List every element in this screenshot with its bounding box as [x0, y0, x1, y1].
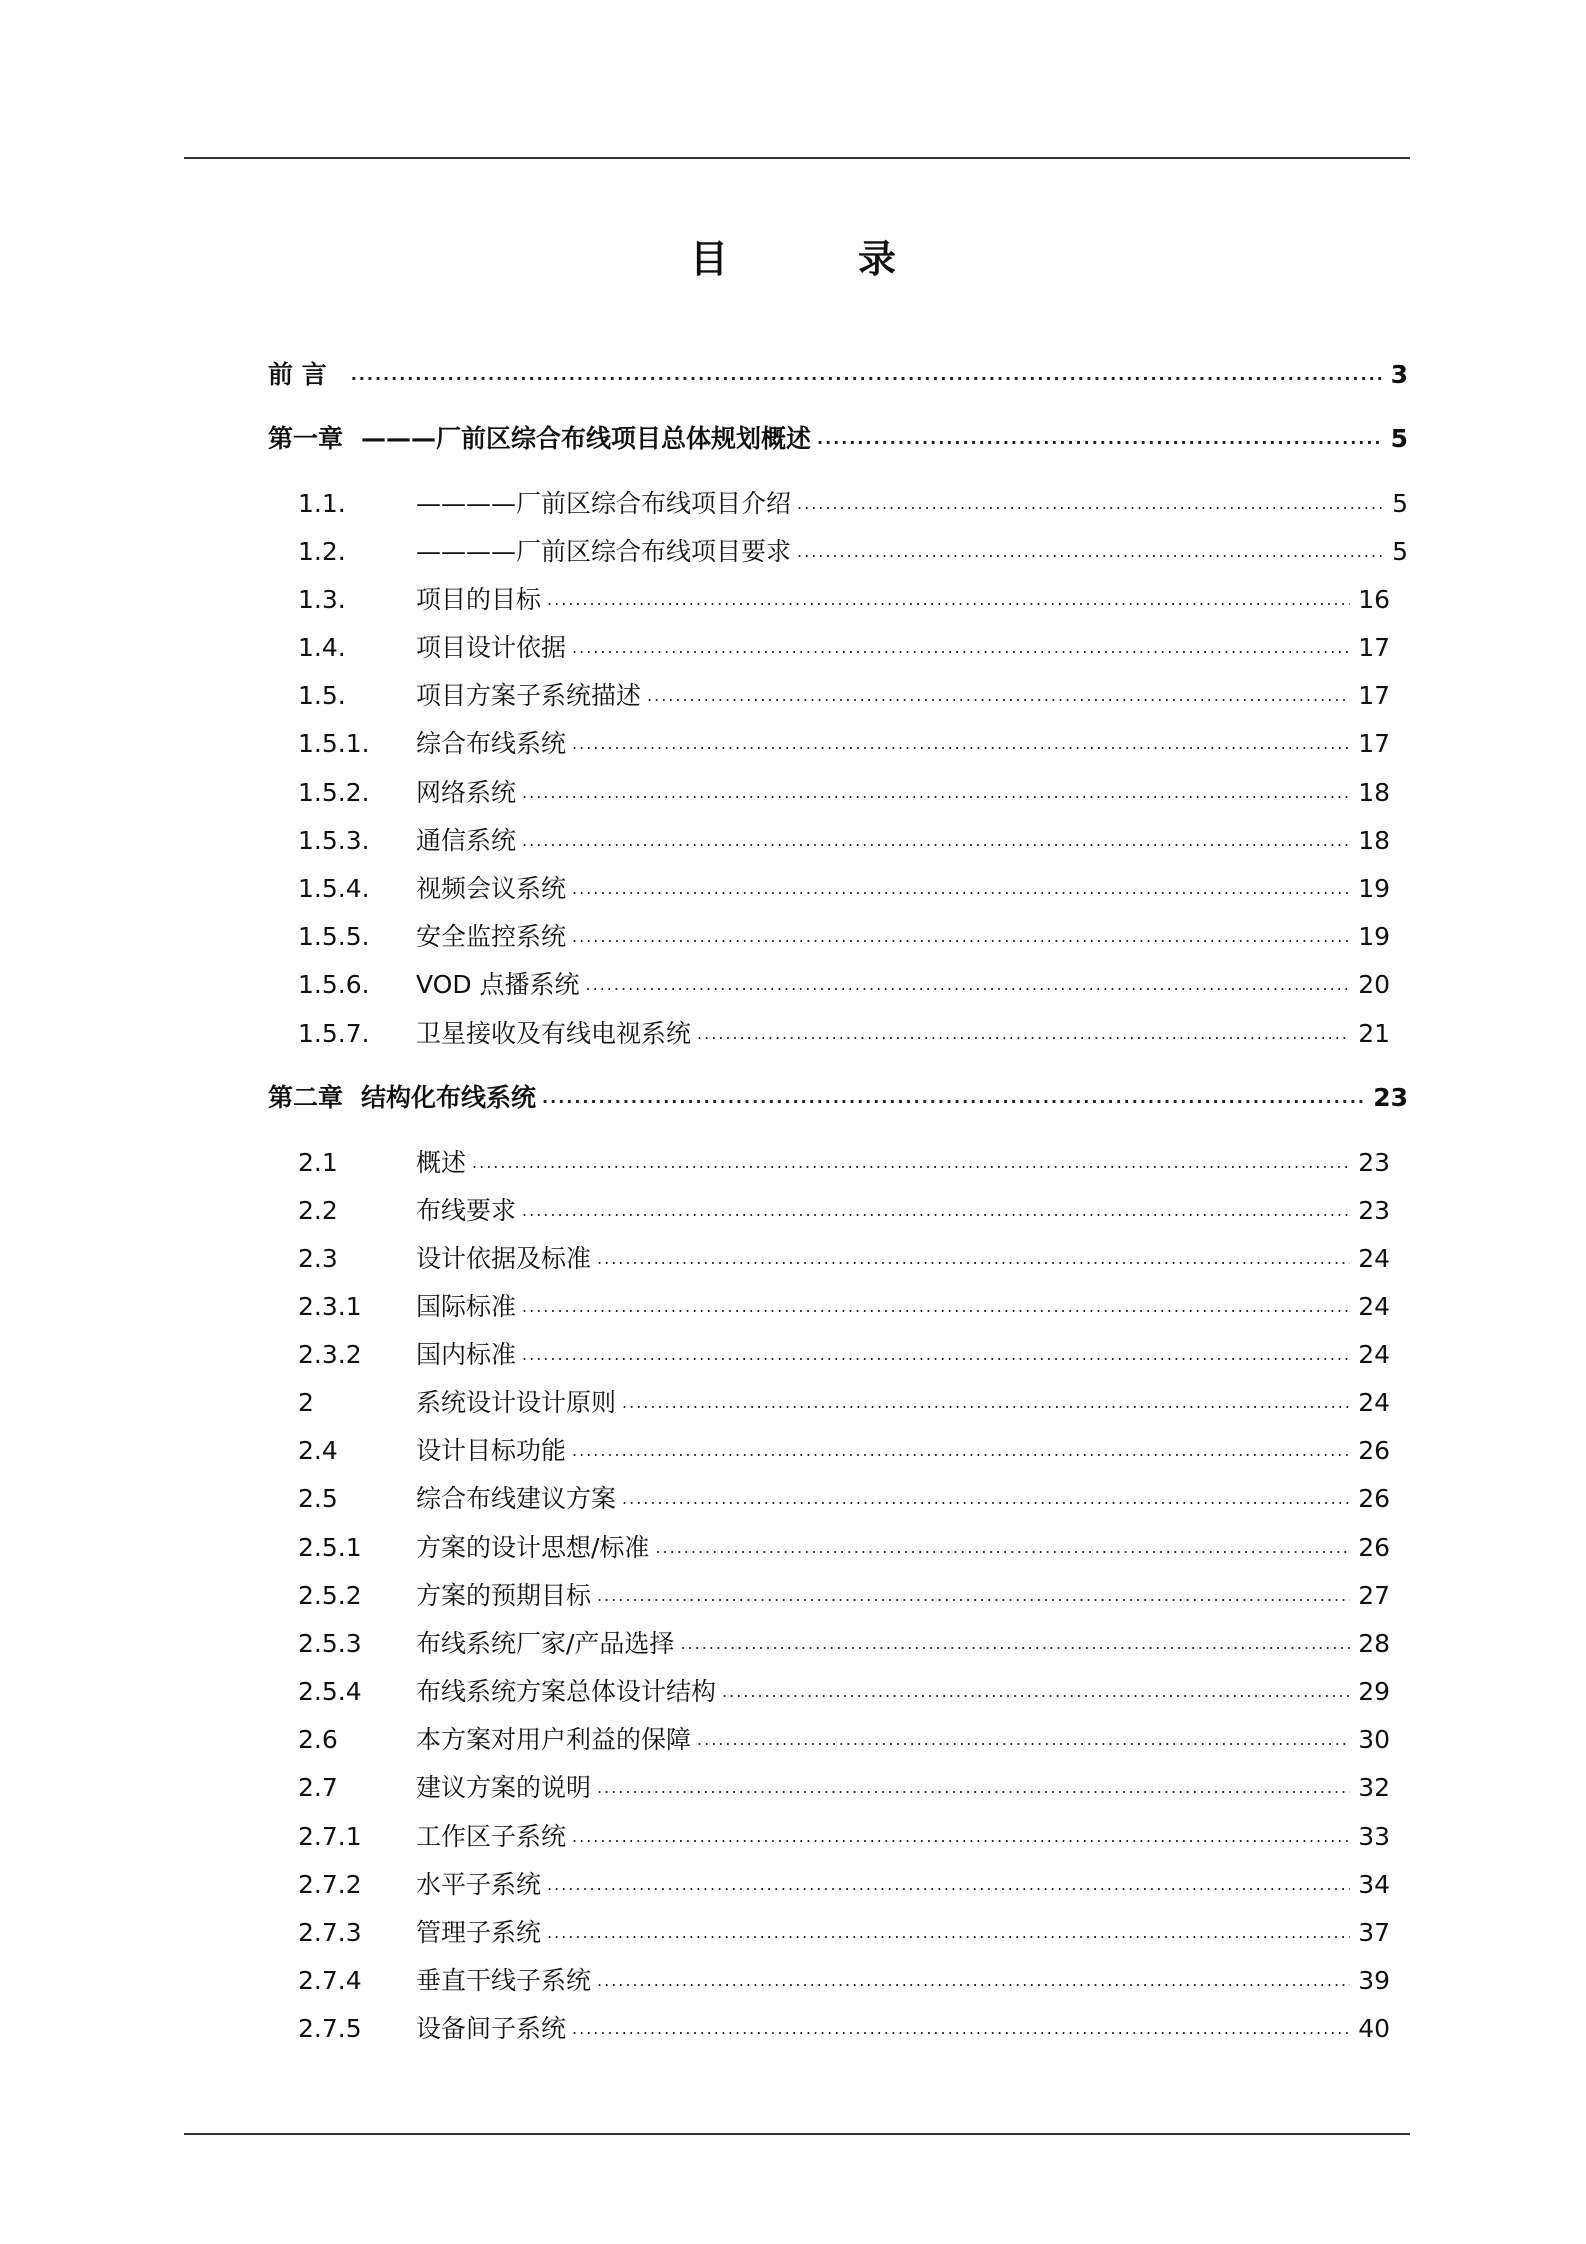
toc-entry-title: ————厂前区综合布线项目要求: [416, 537, 792, 566]
dot-leader: [351, 358, 1383, 392]
toc-entry-number: 1.5.2.: [298, 778, 370, 807]
toc-entry-title: 卫星接收及有线电视系统: [416, 1019, 692, 1048]
toc-entry-number: 2.5.2: [298, 1581, 362, 1610]
toc-section-entry[interactable]: [298, 770, 1390, 810]
toc-section-entry[interactable]: [298, 1910, 1390, 1950]
dot-leader: [797, 535, 1384, 569]
toc-page-number: 24: [1358, 1388, 1390, 1417]
toc-section-entry[interactable]: [298, 1717, 1390, 1757]
toc-entry-number: 2.5.4: [298, 1677, 362, 1706]
toc-entry-title: 布线要求: [416, 1196, 517, 1225]
toc-entry-title: 设备间子系统: [416, 2014, 567, 2043]
toc-entry-title: 安全监控系统: [416, 922, 567, 951]
toc-entry-title: 本方案对用户利益的保障: [416, 1725, 692, 1754]
toc-entry-title: 方案的设计思想/标准: [416, 1533, 650, 1562]
toc-page-number: 5: [1392, 537, 1408, 566]
toc-page-number: 39: [1358, 1966, 1390, 1995]
toc-entry-number: 1.2.: [298, 537, 346, 566]
toc-entry-number: 2.3.1: [298, 1292, 362, 1321]
toc-page-number: 29: [1358, 1677, 1390, 1706]
toc-entry-number: 2: [298, 1388, 314, 1417]
toc-entry-title: 视频会议系统: [416, 874, 567, 903]
toc-entry-number: 1.5.6.: [298, 970, 370, 999]
toc-entry-number: 2.5: [298, 1484, 338, 1513]
toc-section-entry[interactable]: [298, 1140, 1390, 1180]
toc-entry-title: 工作区子系统: [416, 1822, 567, 1851]
toc-page-number: 37: [1358, 1918, 1390, 1947]
dot-leader: [597, 1964, 1350, 1998]
toc-section-entry[interactable]: [298, 914, 1390, 954]
toc-section-entry[interactable]: [298, 1573, 1390, 1613]
toc-entry-number: 1.5.3.: [298, 826, 370, 855]
toc-section-entry[interactable]: [298, 1236, 1390, 1276]
dot-leader: [597, 1242, 1350, 1276]
dot-leader: [522, 1338, 1350, 1372]
toc-page-number: 16: [1358, 585, 1390, 614]
toc-page-number: 23: [1373, 1083, 1408, 1112]
toc-page-number: 27: [1358, 1581, 1390, 1610]
toc-page-number: 19: [1358, 922, 1390, 951]
toc-entry-number: 2.6: [298, 1725, 338, 1754]
dot-leader: [572, 2012, 1350, 2046]
toc-page-number: 26: [1358, 1484, 1390, 1513]
dot-leader: [680, 1627, 1350, 1661]
toc-entry-title: 布线系统方案总体设计结构: [416, 1677, 717, 1706]
toc-section-entry[interactable]: [298, 1765, 1390, 1805]
toc-section-entry[interactable]: [298, 481, 1408, 521]
toc-section-entry[interactable]: [298, 1380, 1390, 1420]
toc-entry-number: 1.5.5.: [298, 922, 370, 951]
toc-page-number: 5: [1392, 489, 1408, 518]
toc-entry-number: 1.1.: [298, 489, 346, 518]
toc-page-number: 24: [1358, 1292, 1390, 1321]
toc-section-entry[interactable]: [298, 818, 1390, 858]
toc-entry-title: 概述: [416, 1148, 467, 1177]
toc-entry-number: 1.5.7.: [298, 1019, 370, 1048]
toc-entry-number: 第一章: [268, 424, 344, 453]
toc-entry-title: 垂直干线子系统: [416, 1966, 592, 1995]
footer-rule: [184, 2133, 1410, 2135]
toc-entry-title: 水平子系统: [416, 1870, 542, 1899]
dot-leader: [542, 1081, 1365, 1115]
toc-chapter-entry[interactable]: [268, 352, 1408, 392]
toc-entry-title: 国内标准: [416, 1340, 517, 1369]
toc-section-entry[interactable]: [298, 1188, 1390, 1228]
toc-entry-title: 综合布线系统: [416, 729, 567, 758]
toc-entry-number: 1.3.: [298, 585, 346, 614]
toc-entry-title: 网络系统: [416, 778, 517, 807]
toc-section-entry[interactable]: [298, 673, 1390, 713]
page-title: 目 录: [689, 237, 942, 281]
dot-leader: [472, 1146, 1350, 1180]
dot-leader: [622, 1482, 1350, 1516]
dot-leader: [522, 1290, 1350, 1324]
toc-entry-number: 2.1: [298, 1148, 338, 1177]
toc-page-number: 17: [1358, 681, 1390, 710]
dot-leader: [572, 1434, 1350, 1468]
toc-page-number: 17: [1358, 633, 1390, 662]
toc-entry-number: 1.5.1.: [298, 729, 370, 758]
toc-entry-title: 通信系统: [416, 826, 517, 855]
toc-entry-title: 设计依据及标准: [416, 1244, 592, 1273]
toc-section-entry[interactable]: [298, 1814, 1390, 1854]
toc-entry-title: ———厂前区综合布线项目总体规划概述: [361, 424, 812, 453]
toc-page-number: 19: [1358, 874, 1390, 903]
dot-leader: [572, 631, 1350, 665]
dot-leader: [522, 776, 1350, 810]
dot-leader: [572, 1820, 1350, 1854]
toc-page-number: 21: [1358, 1019, 1390, 1048]
toc-entry-number: 2.7.2: [298, 1870, 362, 1899]
toc-section-entry[interactable]: [298, 1958, 1390, 1998]
toc-page-number: 24: [1358, 1244, 1390, 1273]
toc-page-number: 3: [1390, 360, 1408, 389]
toc-entry-number: 2.4: [298, 1436, 338, 1465]
toc-section-entry[interactable]: [298, 962, 1390, 1002]
toc-section-entry[interactable]: [298, 625, 1390, 665]
dot-leader: [597, 1771, 1350, 1805]
toc-chapter-entry[interactable]: [268, 1075, 1408, 1115]
toc-section-entry[interactable]: [298, 721, 1390, 761]
dot-leader: [697, 1723, 1350, 1757]
toc-entry-title: ————厂前区综合布线项目介绍: [416, 489, 792, 518]
toc-page-number: 18: [1358, 778, 1390, 807]
dot-leader: [622, 1386, 1350, 1420]
dot-leader: [572, 920, 1350, 954]
dot-leader: [547, 583, 1350, 617]
toc-entry-title: 建议方案的说明: [416, 1773, 592, 1802]
dot-leader: [797, 487, 1384, 521]
toc-section-entry[interactable]: [298, 577, 1390, 617]
toc-entry-title: 系统设计设计原则: [416, 1388, 617, 1417]
toc-entry-number: 2.2: [298, 1196, 338, 1225]
toc-page-number: 33: [1358, 1822, 1390, 1851]
toc-section-entry[interactable]: [298, 1476, 1390, 1516]
toc-section-entry[interactable]: [298, 1862, 1390, 1902]
toc-page-number: 20: [1358, 970, 1390, 999]
toc-section-entry[interactable]: [298, 1332, 1390, 1372]
dot-leader: [817, 422, 1383, 456]
toc-entry-number: 1.4.: [298, 633, 346, 662]
toc-entry-title: 管理子系统: [416, 1918, 542, 1947]
toc-entry-title: 方案的预期目标: [416, 1581, 592, 1610]
toc-entry-title: 国际标准: [416, 1292, 517, 1321]
dot-leader: [722, 1675, 1350, 1709]
dot-leader: [597, 1579, 1350, 1613]
toc-entry-number: 2.3.2: [298, 1340, 362, 1369]
toc-page-number: 26: [1358, 1533, 1390, 1562]
dot-leader: [522, 824, 1350, 858]
toc-page-number: 28: [1358, 1629, 1390, 1658]
toc-page-number: 23: [1358, 1196, 1390, 1225]
toc-entry-title: 结构化布线系统: [361, 1083, 537, 1112]
toc-chapter-entry[interactable]: [268, 416, 1408, 456]
toc-entry-number: 2.7.5: [298, 2014, 362, 2043]
toc-page-number: 26: [1358, 1436, 1390, 1465]
toc-entry-number: 1.5.4.: [298, 874, 370, 903]
dot-leader: [655, 1531, 1350, 1565]
toc-section-entry[interactable]: [298, 1428, 1390, 1468]
toc-page-number: 5: [1390, 424, 1408, 453]
dot-leader: [647, 679, 1350, 713]
toc-section-entry[interactable]: [298, 1669, 1390, 1709]
toc-entry-title: 项目方案子系统描述: [416, 681, 642, 710]
toc-entry-title: VOD 点播系统: [416, 970, 580, 999]
toc-page-number: 40: [1358, 2014, 1390, 2043]
toc-section-entry[interactable]: [298, 866, 1390, 906]
toc-page-number: 17: [1358, 729, 1390, 758]
toc-entry-title: 项目设计依据: [416, 633, 567, 662]
toc-section-entry[interactable]: [298, 1284, 1390, 1324]
dot-leader: [697, 1017, 1350, 1051]
toc-entry-number: 第二章: [268, 1083, 344, 1112]
toc-section-entry[interactable]: [298, 529, 1408, 569]
toc-entry-number: 2.7: [298, 1773, 338, 1802]
toc-section-entry[interactable]: [298, 1011, 1390, 1051]
toc-entry-number: 2.3: [298, 1244, 338, 1273]
toc-page-number: 23: [1358, 1148, 1390, 1177]
toc-entry-number: 2.7.1: [298, 1822, 362, 1851]
toc-entry-number: 2.5.1: [298, 1533, 362, 1562]
toc-page-number: 34: [1358, 1870, 1390, 1899]
toc-entry-number: 前 言: [268, 360, 327, 389]
header-rule: [184, 157, 1410, 159]
toc-entry-number: 1.5.: [298, 681, 346, 710]
dot-leader: [522, 1194, 1350, 1228]
toc-section-entry[interactable]: [298, 1525, 1390, 1565]
toc-section-entry[interactable]: [298, 2006, 1390, 2046]
dot-leader: [547, 1868, 1350, 1902]
toc-entry-number: 2.5.3: [298, 1629, 362, 1658]
toc-entry-number: 2.7.3: [298, 1918, 362, 1947]
toc-page-number: 24: [1358, 1340, 1390, 1369]
dot-leader: [572, 872, 1350, 906]
toc-entry-number: 2.7.4: [298, 1966, 362, 1995]
toc-page-number: 18: [1358, 826, 1390, 855]
toc-page-number: 32: [1358, 1773, 1390, 1802]
dot-leader: [547, 1916, 1350, 1950]
toc-entry-title: 设计目标功能: [416, 1436, 567, 1465]
toc-section-entry[interactable]: [298, 1621, 1390, 1661]
toc-entry-title: 布线系统厂家/产品选择: [416, 1629, 675, 1658]
dot-leader: [572, 727, 1350, 761]
toc-entry-title: 项目的目标: [416, 585, 542, 614]
toc-entry-title: 综合布线建议方案: [416, 1484, 617, 1513]
toc-page-number: 30: [1358, 1725, 1390, 1754]
dot-leader: [586, 968, 1351, 1002]
